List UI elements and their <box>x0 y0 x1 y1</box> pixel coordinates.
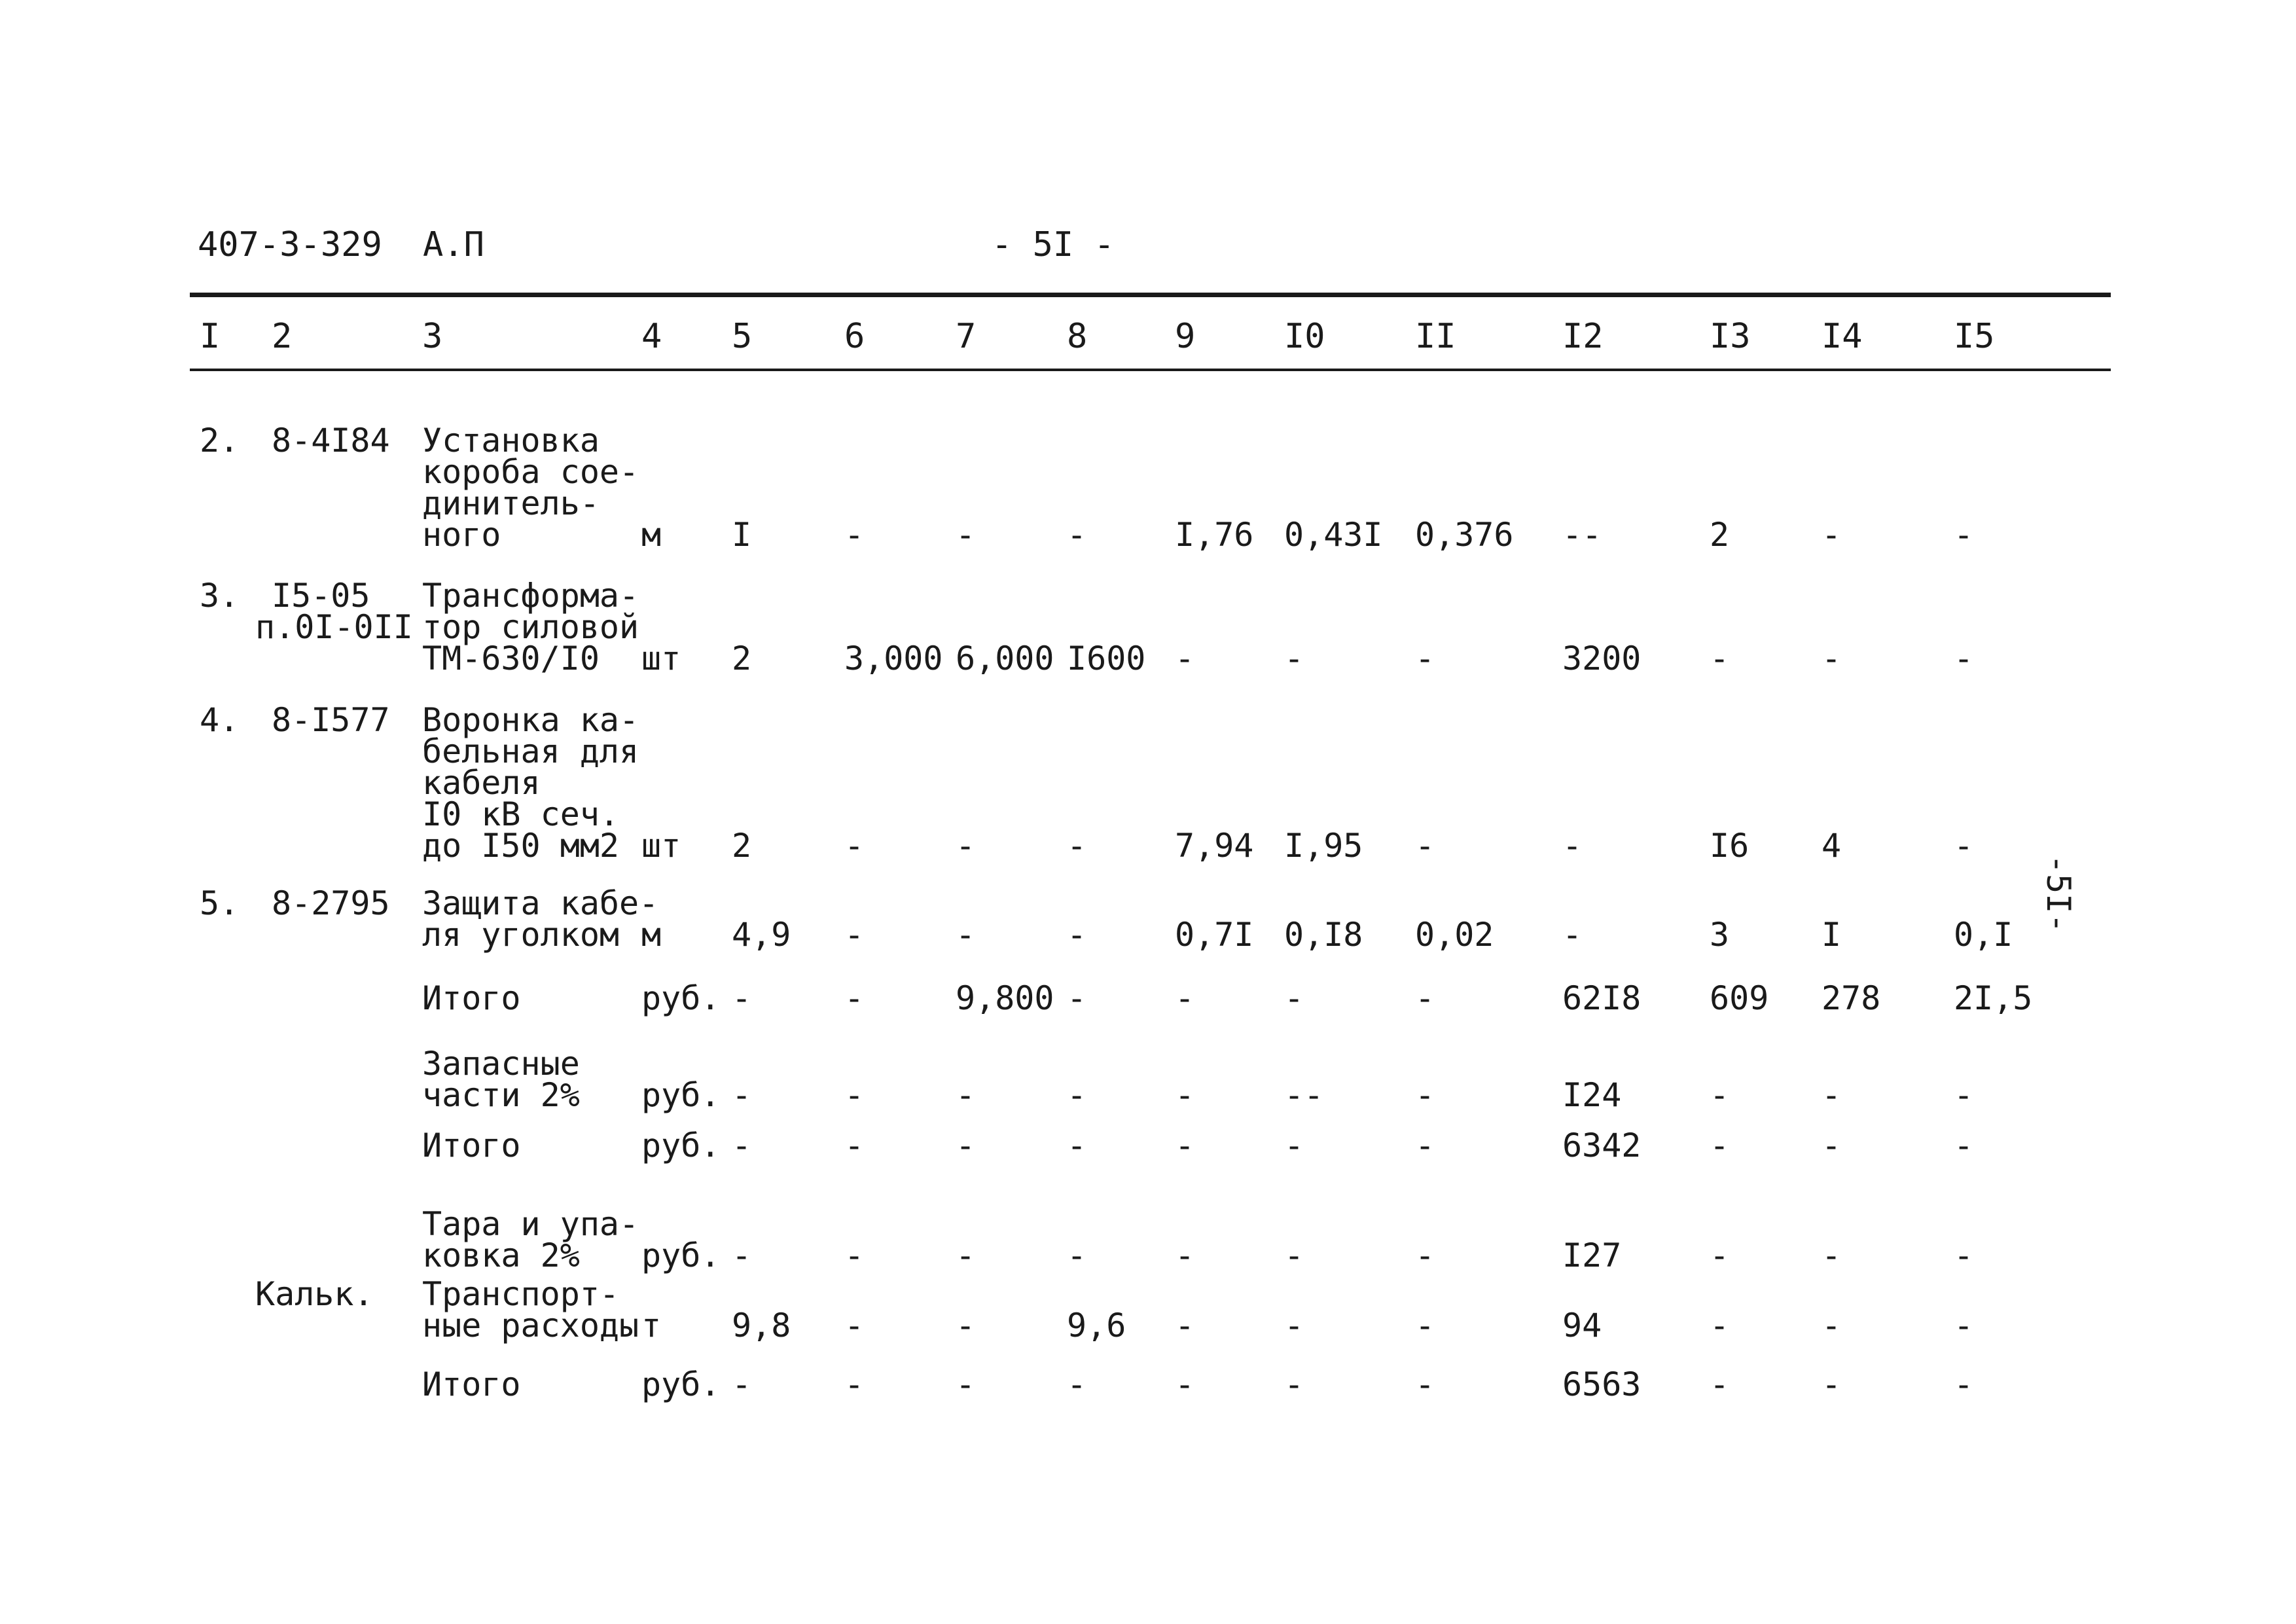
cell-col-5: 2 <box>732 827 752 865</box>
column-number: I0 <box>1284 317 1325 356</box>
cell-unit: руб. <box>641 1365 721 1403</box>
cell-col-8: 9,6 <box>1067 1307 1126 1344</box>
cell-col-10: -- <box>1284 1076 1324 1114</box>
column-number: I3 <box>1710 317 1751 356</box>
cell-col-8: - <box>1067 516 1087 554</box>
norm-code-extra: п.0I-0II <box>255 608 413 646</box>
cell-col-13: - <box>1710 1307 1730 1344</box>
cell-unit: т <box>641 1307 662 1344</box>
norm-code: I5-05 <box>272 577 370 615</box>
cell-col-13: 3 <box>1710 916 1730 954</box>
cell-unit: руб. <box>641 1127 721 1164</box>
item-name-line: Итого <box>422 1365 521 1403</box>
cell-col-14: - <box>1821 1307 1842 1344</box>
column-number: I5 <box>1954 317 1995 356</box>
item-name-line: динитель- <box>422 484 600 522</box>
norm-code: 8-4I84 <box>272 422 390 460</box>
cell-col-13: - <box>1710 1127 1730 1164</box>
cell-unit: руб. <box>641 979 721 1017</box>
cell-col-11: - <box>1415 1236 1435 1274</box>
cell-unit: руб. <box>641 1076 721 1114</box>
cell-col-5: - <box>732 1365 752 1403</box>
item-name-line: тор силовой <box>422 608 639 646</box>
cell-col-11: - <box>1415 1076 1435 1114</box>
cell-col-7: - <box>956 827 976 865</box>
header-bottom-rule <box>190 369 2111 371</box>
item-name-line: ные расходы <box>422 1307 639 1344</box>
cell-col-7: - <box>956 1076 976 1114</box>
cell-col-13: - <box>1710 1365 1730 1403</box>
column-number: 3 <box>422 317 443 356</box>
cell-col-5: - <box>732 979 752 1017</box>
column-number: I2 <box>1562 317 1604 356</box>
row-number: 4. <box>200 701 240 739</box>
cell-col-11: 0,376 <box>1415 516 1514 554</box>
cell-col-7: - <box>956 516 976 554</box>
cell-col-13: - <box>1710 640 1730 677</box>
cell-col-14: - <box>1821 640 1842 677</box>
cell-col-12: I24 <box>1562 1076 1622 1114</box>
cell-unit: м <box>641 916 662 954</box>
column-number: 4 <box>641 317 662 356</box>
cell-col-9: I,76 <box>1175 516 1254 554</box>
cell-col-7: 6,000 <box>956 640 1054 677</box>
cell-col-7: - <box>956 1307 976 1344</box>
item-name-line: ТМ-630/I0 <box>422 640 600 677</box>
cell-col-15: - <box>1954 1076 1974 1114</box>
item-name-line: ного <box>422 516 501 554</box>
table-top-rule <box>190 293 2111 297</box>
cell-col-5: - <box>732 1127 752 1164</box>
norm-code: 8-2795 <box>272 884 390 922</box>
item-name-line: Установка <box>422 422 600 460</box>
cell-col-5: - <box>732 1076 752 1114</box>
cell-col-9: - <box>1175 640 1195 677</box>
cell-col-8: - <box>1067 979 1087 1017</box>
item-name-line: Тара и упа- <box>422 1205 639 1243</box>
cell-col-14: 4 <box>1821 827 1842 865</box>
cell-col-15: - <box>1954 1307 1974 1344</box>
cell-col-10: - <box>1284 640 1304 677</box>
cell-col-8: - <box>1067 1365 1087 1403</box>
cell-col-15: - <box>1954 827 1974 865</box>
cell-col-13: - <box>1710 1076 1730 1114</box>
cell-col-15: - <box>1954 1236 1974 1274</box>
cell-col-11: - <box>1415 1365 1435 1403</box>
cell-col-9: - <box>1175 1127 1195 1164</box>
column-number: 2 <box>272 317 293 356</box>
cell-col-6: - <box>844 1076 865 1114</box>
item-name-line: Защита кабе- <box>422 884 659 922</box>
cell-col-9: 7,94 <box>1175 827 1254 865</box>
cell-col-9: - <box>1175 1365 1195 1403</box>
cell-col-12: - <box>1562 916 1583 954</box>
cell-col-12: -- <box>1562 516 1602 554</box>
cell-col-5: 4,9 <box>732 916 791 954</box>
cell-col-14: - <box>1821 1076 1842 1114</box>
item-name-line: до I50 мм2 <box>422 827 620 865</box>
item-name-line: Транспорт- <box>422 1275 620 1313</box>
cell-col-10: - <box>1284 979 1304 1017</box>
cell-col-9: - <box>1175 1076 1195 1114</box>
cell-col-10: - <box>1284 1365 1304 1403</box>
item-name-line: Воронка ка- <box>422 701 639 739</box>
cell-col-9: 0,7I <box>1175 916 1254 954</box>
item-name-line: бельная для <box>422 732 639 770</box>
row-number: 2. <box>200 422 240 460</box>
item-name-line: Итого <box>422 1127 521 1164</box>
cell-col-6: 3,000 <box>844 640 943 677</box>
item-name-line: короба сое- <box>422 453 639 491</box>
item-name-line: I0 кВ сеч. <box>422 795 620 833</box>
cell-unit: шт <box>641 827 681 865</box>
cell-col-12: 6563 <box>1562 1365 1641 1403</box>
margin-page-note: -5I- <box>2039 854 2077 933</box>
cell-col-6: - <box>844 1307 865 1344</box>
cell-col-11: - <box>1415 979 1435 1017</box>
cell-col-12: 62I8 <box>1562 979 1641 1017</box>
column-number: 9 <box>1175 317 1196 356</box>
cell-col-11: - <box>1415 827 1435 865</box>
section-label: А.П <box>423 225 484 264</box>
item-name-line: Итого <box>422 979 521 1017</box>
cell-unit: руб. <box>641 1236 721 1274</box>
cell-col-6: - <box>844 979 865 1017</box>
cell-col-10: - <box>1284 1307 1304 1344</box>
cell-col-8: - <box>1067 1076 1087 1114</box>
cell-col-14: - <box>1821 516 1842 554</box>
cell-col-7: - <box>956 1365 976 1403</box>
cell-col-6: - <box>844 827 865 865</box>
cell-col-8: - <box>1067 827 1087 865</box>
norm-code: Кальк. <box>255 1275 374 1313</box>
cell-col-12: 94 <box>1562 1307 1602 1344</box>
column-number: 6 <box>844 317 865 356</box>
cell-col-15: - <box>1954 1365 1974 1403</box>
column-number: 5 <box>732 317 753 356</box>
cell-col-14: - <box>1821 1127 1842 1164</box>
column-number: 8 <box>1067 317 1088 356</box>
document-number: 407-3-329 <box>198 225 382 264</box>
cell-col-6: - <box>844 916 865 954</box>
cell-col-5: - <box>732 1236 752 1274</box>
cell-col-5: 9,8 <box>732 1307 791 1344</box>
cell-col-8: - <box>1067 1127 1087 1164</box>
cell-col-8: - <box>1067 1236 1087 1274</box>
cell-col-9: - <box>1175 1307 1195 1344</box>
cell-col-14: 278 <box>1821 979 1881 1017</box>
cell-col-7: - <box>956 916 976 954</box>
cell-unit: м <box>641 516 662 554</box>
cell-col-15: - <box>1954 516 1974 554</box>
cell-col-14: I <box>1821 916 1842 954</box>
cell-col-14: - <box>1821 1365 1842 1403</box>
cell-col-6: - <box>844 1365 865 1403</box>
page-number: - 5I - <box>992 225 1115 264</box>
column-number: I4 <box>1821 317 1863 356</box>
item-name-line: части 2% <box>422 1076 580 1114</box>
item-name-line: ля уголком <box>422 916 620 954</box>
norm-code: 8-I577 <box>272 701 390 739</box>
cell-col-11: - <box>1415 1307 1435 1344</box>
cell-col-15: 2I,5 <box>1954 979 2033 1017</box>
cell-col-8: I600 <box>1067 640 1146 677</box>
row-number: 3. <box>200 577 240 615</box>
cell-col-12: I27 <box>1562 1236 1622 1274</box>
item-name-line: Трансформа- <box>422 577 639 615</box>
cell-col-10: - <box>1284 1127 1304 1164</box>
cell-col-13: 609 <box>1710 979 1769 1017</box>
item-name-line: ковка 2% <box>422 1236 580 1274</box>
cell-col-15: - <box>1954 640 1974 677</box>
cell-unit: шт <box>641 640 681 677</box>
cell-col-6: - <box>844 1236 865 1274</box>
column-number: I <box>200 317 221 356</box>
cell-col-7: - <box>956 1236 976 1274</box>
cell-col-7: 9,800 <box>956 979 1054 1017</box>
cell-col-11: - <box>1415 1127 1435 1164</box>
cell-col-5: I <box>732 516 752 554</box>
cell-col-10: - <box>1284 1236 1304 1274</box>
cell-col-15: 0,I <box>1954 916 2013 954</box>
cell-col-12: 3200 <box>1562 640 1641 677</box>
cell-col-11: 0,02 <box>1415 916 1494 954</box>
item-name-line: кабеля <box>422 764 541 802</box>
row-number: 5. <box>200 884 240 922</box>
cell-col-5: 2 <box>732 640 752 677</box>
cell-col-12: 6342 <box>1562 1127 1641 1164</box>
cell-col-13: I6 <box>1710 827 1749 865</box>
cell-col-14: - <box>1821 1236 1842 1274</box>
cell-col-13: - <box>1710 1236 1730 1274</box>
cell-col-6: - <box>844 1127 865 1164</box>
cell-col-13: 2 <box>1710 516 1730 554</box>
cell-col-6: - <box>844 516 865 554</box>
cell-col-9: - <box>1175 1236 1195 1274</box>
cell-col-8: - <box>1067 916 1087 954</box>
cell-col-12: - <box>1562 827 1583 865</box>
item-name-line: Запасные <box>422 1045 580 1083</box>
column-number: 7 <box>956 317 977 356</box>
column-number: II <box>1415 317 1456 356</box>
cell-col-10: 0,I8 <box>1284 916 1363 954</box>
cell-col-9: - <box>1175 979 1195 1017</box>
cell-col-15: - <box>1954 1127 1974 1164</box>
cell-col-11: - <box>1415 640 1435 677</box>
cell-col-10: I,95 <box>1284 827 1363 865</box>
cell-col-7: - <box>956 1127 976 1164</box>
cell-col-10: 0,43I <box>1284 516 1383 554</box>
